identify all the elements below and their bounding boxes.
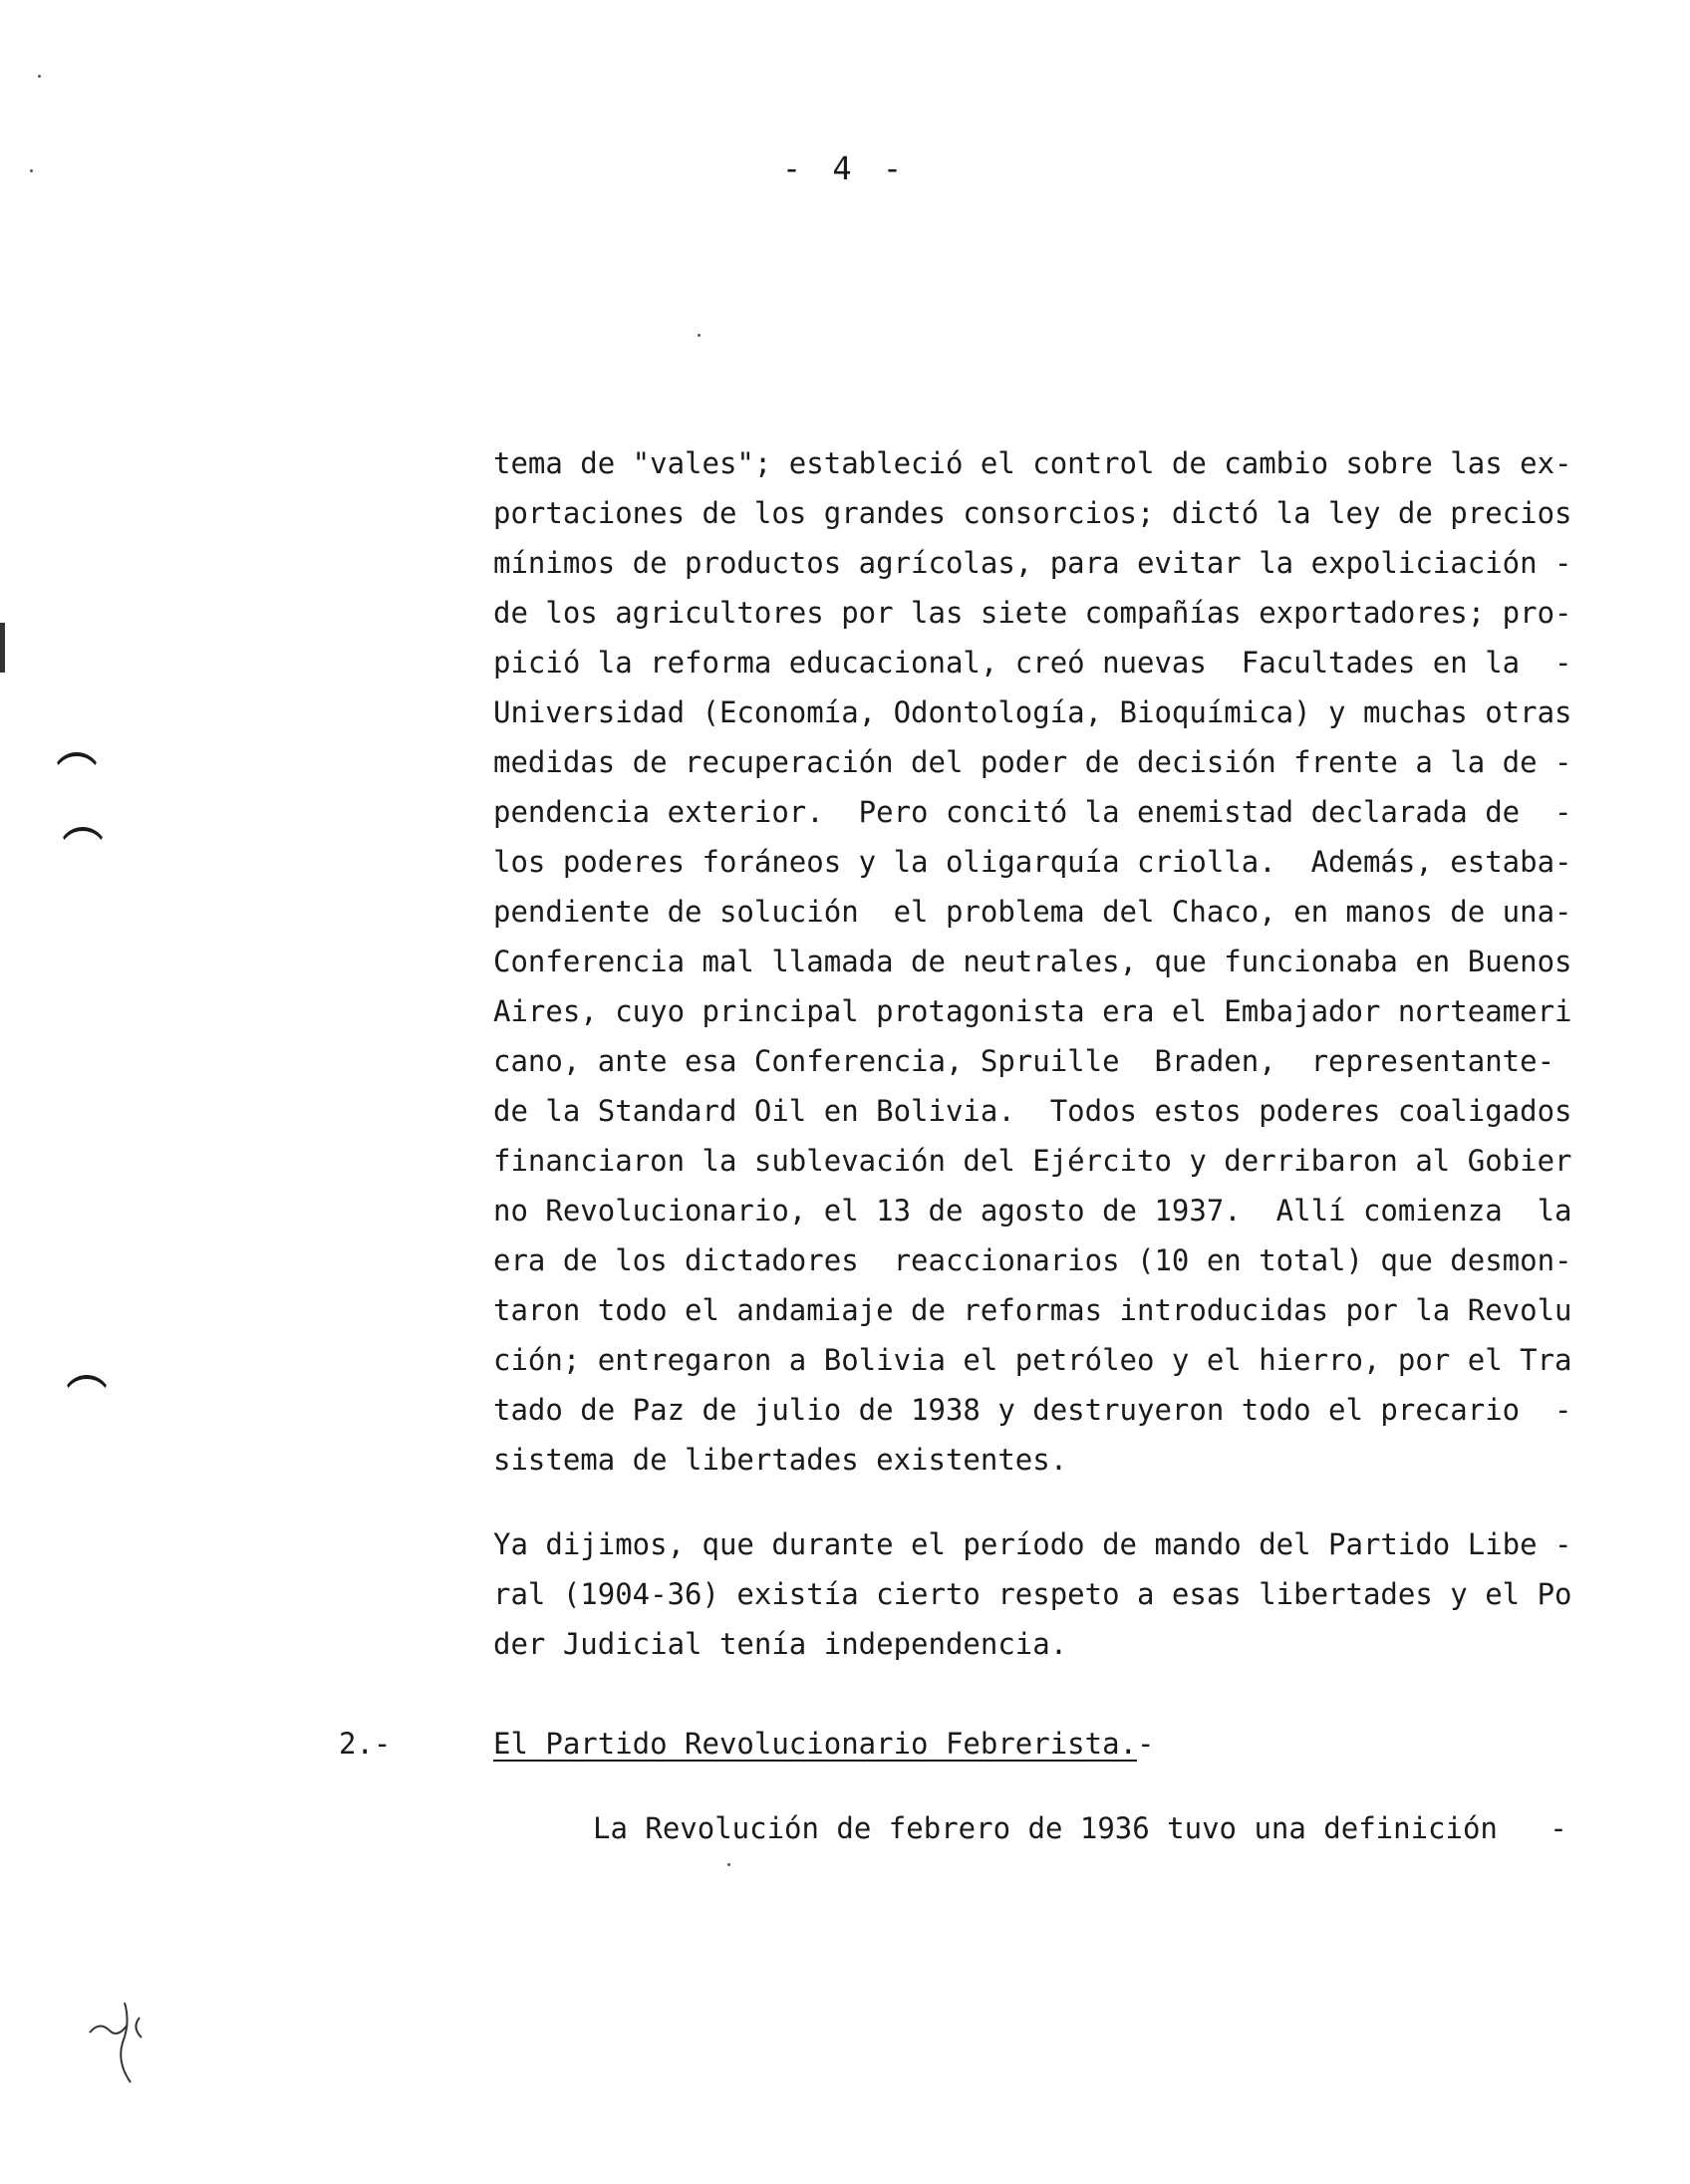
text-line: financiaron la sublevación del Ejército y derribaron al Gobier [493, 1144, 1572, 1178]
text-line: pició la reforma educacional, creó nuevas Facultades en la - [493, 646, 1572, 680]
text-line: era de los dictadores reaccionarios (10 en total) que desmon- [493, 1243, 1572, 1277]
text-line: Ya dijimos, que durante el período de mando del Partido Libe - [493, 1527, 1572, 1561]
section-number: 2.- [339, 1727, 392, 1761]
paragraph-3-line: La Revolución de febrero de 1936 tuvo una definición - [593, 1811, 1567, 1845]
text-line: tema de "vales"; estableció el control de cambio sobre las ex- [493, 446, 1572, 480]
text-line: taron todo el andamiaje de reformas introducidas por la Revolu [493, 1293, 1572, 1327]
text-line: pendiente de solución el problema del Chaco, en manos de una- [493, 895, 1572, 929]
scan-speck [727, 1863, 730, 1866]
punch-hole-mark [58, 827, 108, 879]
text-line: medidas de recuperación del poder de decisión frente a la de - [493, 745, 1572, 779]
text-line: de los agricultores por las siete compañías exportadores; pro- [493, 596, 1572, 630]
text-line: tado de Paz de julio de 1938 y destruyeron todo el precario - [493, 1393, 1572, 1427]
section-title: El Partido Revolucionario Febrerista. [493, 1727, 1138, 1761]
section-title-suffix: - [1137, 1727, 1155, 1761]
handwritten-scribble [85, 1993, 174, 2102]
text-line: ral (1904-36) existía cierto respeto a esas libertades y el Po [493, 1577, 1572, 1611]
text-line: mínimos de productos agrícolas, para evitar la expoliciación - [493, 546, 1572, 580]
text-line: Universidad (Economía, Odontología, Bioquímica) y muchas otras [493, 695, 1572, 729]
text-line: Aires, cuyo principal protagonista era el Embajador norteameri [493, 994, 1572, 1028]
text-line: portaciones de los grandes consorcios; dictó la ley de precios [493, 496, 1572, 530]
text-line: sistema de libertades existentes. [493, 1443, 1068, 1477]
text-line: cano, ante esa Conferencia, Spruille Braden, representante- [493, 1044, 1555, 1078]
scan-speck [38, 75, 41, 78]
text-line: de la Standard Oil en Bolivia. Todos estos poderes coaligados [493, 1094, 1572, 1128]
punch-hole-mark [52, 752, 102, 804]
text-line: pendencia exterior. Pero concitó la enemistad declarada de - [493, 795, 1572, 829]
punch-hole-mark [62, 1375, 112, 1427]
scan-speck [698, 334, 701, 337]
scan-edge-mark [0, 623, 5, 673]
text-line: ción; entregaron a Bolivia el petróleo y el hierro, por el Tra [493, 1343, 1572, 1377]
text-line: los poderes foráneos y la oligarquía criolla. Además, estaba- [493, 845, 1572, 879]
text-line: der Judicial tenía independencia. [493, 1627, 1068, 1661]
scan-speck [30, 169, 33, 172]
section-heading [493, 1719, 1154, 1769]
text-line: no Revolucionario, el 13 de agosto de 1937. Allí comienza la [493, 1194, 1572, 1228]
text-line: Conferencia mal llamada de neutrales, que funcionaba en Buenos [493, 945, 1572, 978]
page-number: - 4 - [781, 149, 909, 187]
